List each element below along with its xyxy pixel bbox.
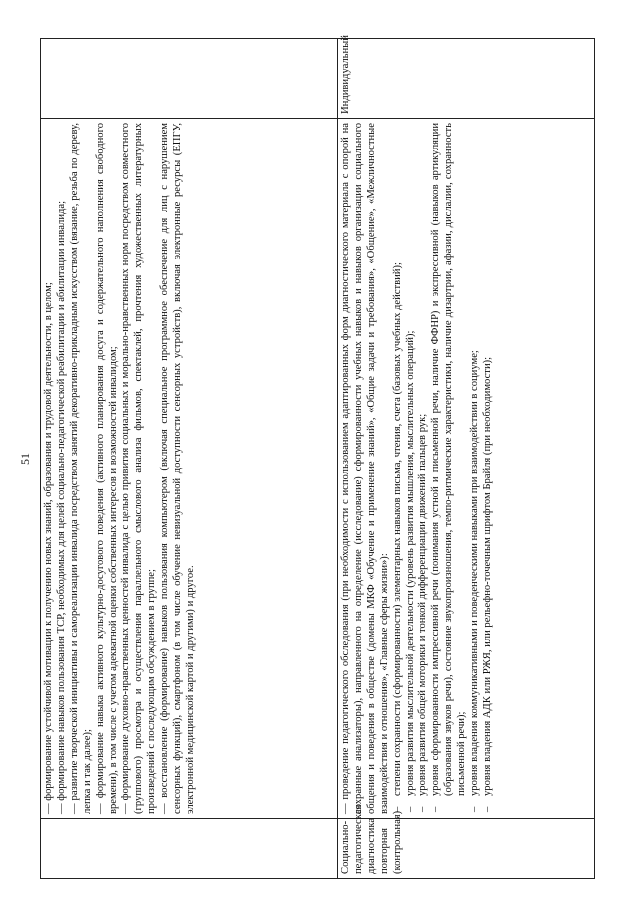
list-item-text: уровня развития общей моторики и тонкой дифференциации движений пальцев рук; xyxy=(417,413,429,796)
list-item: – уровня развития общей моторики и тонкой дифференциации движений пальцев рук; xyxy=(417,413,429,812)
services-table xyxy=(40,35,595,879)
list-item: – степени сохранности (сформированности) элементарных навыков письма, чтения, счета (базовых учебных действий); xyxy=(391,262,403,812)
list-item: – уровня владения АДК или РЖЯ, или рельефно-точечным шрифтом Брайля (при необходимости); xyxy=(481,356,493,812)
content-item: — формирование духовно-нравственных ценностей инвалида с целью привития социальных и морально-нравственных норм посредством совместного (группового) просмотра и осуществления параллельного смыслового анализа фильмов, спектаклей, прочтения художественных литературных произведений с последующим обсуждением в группе; xyxy=(120,123,158,814)
table-row xyxy=(338,39,595,879)
list-item-text: степени сохранности (сформированности) элементарных навыков письма, чтения, счета (базовых учебных действий); xyxy=(391,262,403,796)
content-item: — восстановление (формирование) навыков пользования компьютером (включая специальное программное обеспечение для лиц с нарушением сенсорных функций), смартфоном (в том числе обучение невизуальной доступности сенсорных устройств), включая электронные ресурсы (ЕПГУ, электронной медицинской картой и другими) и другое. xyxy=(159,123,196,814)
rotated-page xyxy=(18,35,600,879)
content-item: — развитие творческой инициативы и самореализации инвалида посредством занятий декоративно-прикладным искусством (вязание, резьба по дереву, лепка и так далее); xyxy=(68,123,93,814)
page-number: 51 xyxy=(18,453,32,465)
content-item: — формирование навыков пользования ТСР, необходимых для целей социально-педагогической реабилитации и абилитации инвалида; xyxy=(55,200,67,814)
criteria-list xyxy=(392,123,495,814)
table-row xyxy=(41,39,338,879)
service-content-cell xyxy=(338,119,595,819)
content-item: — формирование навыка активного культурно-досугового поведения (активного планирования досуга и содержательного наполнения свободного времени), в том числе с учетом адекватной оценки собственных интересов и возможностей инвалидом; xyxy=(94,123,119,814)
list-item-text: уровня владения АДК или РЖЯ, или рельефно-точечным шрифтом Брайля (при необходимости); xyxy=(481,356,493,796)
list-item-text: уровня развития мыслительной деятельности (уровень развития мышления, мыслительных операций); xyxy=(404,330,416,796)
service-content-cell xyxy=(41,119,338,819)
list-item: – уровня развития мыслительной деятельности (уровень развития мышления, мыслительных операций); xyxy=(404,330,416,812)
service-type-cell: Индивидуальный xyxy=(338,39,595,119)
service-name-cell xyxy=(41,819,338,879)
list-item-text: уровня сформированности импрессивной речи (понимания устной и письменной речи, наличие ФФНР) и экспрессивной (навыков артикуляции (образования звуков речи), состояние звукопроизношения, темпо-ритмические характеристики, наличие дизартрии, афазии, дислалии, сохранность письменной речи); xyxy=(430,123,468,796)
list-item-text: уровня владения коммуникативными и поведенческими навыками при взаимодействии в социуме; xyxy=(469,350,481,796)
service-name-cell: Социально-педагогическая диагностика повторная (контрольная) xyxy=(338,819,595,879)
content-intro: — проведение педагогического обследования (при необходимости с использованием адаптированных форм диагностического материала с опорой на сохранные анализаторы), направленного на определение (исследование) сформированности учебных навыков и навыков организации социального общения и поведения в обществе (домены МКФ «Обучение и применение знаний», «Общие задачи и требования», «Общение», «Межличностные взаимодействия и отношения», «Главные сферы жизни»): xyxy=(340,123,390,814)
content-item: — формирование устойчивой мотивации к получению новых знаний, образования и трудовой деятельности, в целом; xyxy=(43,282,54,814)
list-item: – уровня сформированности импрессивной речи (понимания устной и письменной речи, наличие ФФНР) и экспрессивной (навыков артикуляции (образования звуков речи), состояние звукопроизношения, темпо-ритмические характеристики, наличие дизартрии, афазии, дислалии, сохранность письменной речи); xyxy=(430,123,468,812)
list-item: – уровня владения коммуникативными и поведенческими навыками при взаимодействии в социуме; xyxy=(469,350,481,812)
service-type-cell xyxy=(41,39,338,119)
